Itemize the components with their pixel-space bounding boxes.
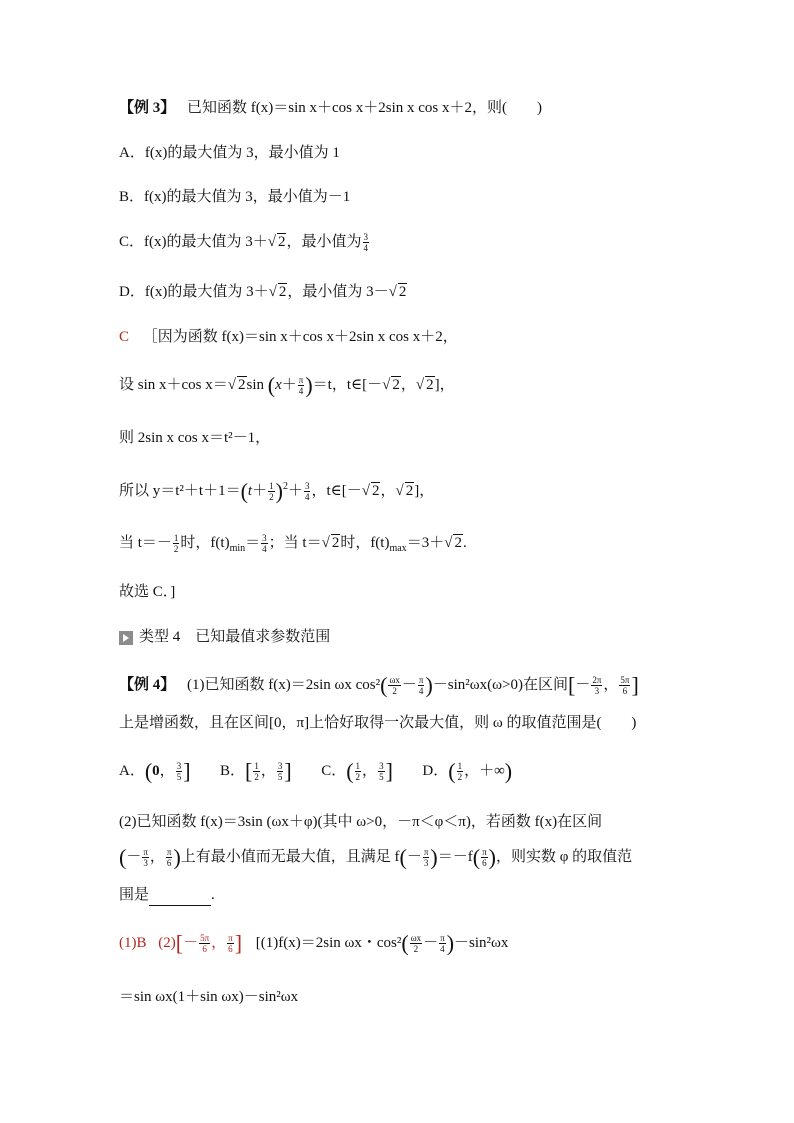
example-4-solution-line-2: ＝sin ωx(1＋sin ωx)－sin²ωx bbox=[119, 989, 299, 1005]
example-4-options: A．(0， $\frac{3}{5}$ ] B．[ $\frac{1}{2}$ ， $\frac{3}{5}$ ] C．( $\frac{1}{2}$ ， $\frac{3}{5}$ ] D．( $\frac{1}{2}$ ，＋∞) bbox=[119, 758, 513, 784]
answer-part-1: (1)B bbox=[119, 935, 147, 951]
solution-line-1: C ［因为函数 f(x)＝sin x＋cos x＋2sin x cos x＋2， bbox=[119, 329, 458, 345]
solution-line-6: 故选 C．] bbox=[119, 584, 176, 600]
example-4-part-1-line-2: 上是增函数，且在区间[0，π]上恰好取得一次最大值，则 ω 的取值范围是( ) bbox=[119, 715, 637, 731]
type-4-heading: 类型 4 已知最值求参数范围 bbox=[119, 626, 330, 648]
example-4-part-2-line-2: (－ $\frac{\pi}{3}$ ， $\frac{\pi}{6}$ )上有最小值而无最大值，且满足 f(－ $\frac{\pi}{3}$ )＝－f( $\frac{\pi}{6}$ )，则实数 φ 的取值范 bbox=[119, 844, 633, 870]
example-4-part-2-line-1: (2)已知函数 f(x)＝3sin (ωx＋φ)(其中 ω>0，－π＜φ＜π)，若函数 f(x)在区间 bbox=[119, 814, 603, 830]
answer-letter: C bbox=[119, 329, 130, 345]
example-4-answer-line: (1)B (2)[－ $\frac{5\pi}{6}$ ， $\frac{\pi}{6}$ ] [(1)f(x)＝2sin ωx・cos²( $\frac{\omega x}{2}$ － $\frac{\pi}{4}$ )－sin²ωx bbox=[119, 930, 509, 956]
example-3-question: 已知函数 f(x)＝sin x＋cos x＋2sin x cos x＋2，则( ) bbox=[187, 100, 542, 116]
solution-line-4: 所以 y＝t²＋t＋1＝(t＋ $\frac{1}{2}$ )$^2$＋ $\frac{3}{4}$ ，t∈[－√ 2，√ 2]， bbox=[119, 478, 435, 504]
play-triangle-icon bbox=[119, 631, 133, 645]
solution-line-5: 当 t＝－ $\frac{1}{2}$ 时，$f(t)_{min}=$ $\frac{3}{4}$ ；当 t＝√ 2时，$f(t)_{max}=3+√$ 2. bbox=[119, 533, 467, 555]
example-4-part-2-line-3: 围是 . bbox=[119, 884, 215, 906]
example-4-part-1-line-1: 【例 4】 (1)已知函数 f(x)＝2sin ωx cos²( $\frac{\omega x}{2}$ － $\frac{\pi}{4}$ )－sin²ωx(ω>0)在区间[－ $\frac{2\pi}{3}$ ， $\frac{5\pi}{6}$ ] bbox=[119, 672, 639, 698]
example-4-label: 【例 4】 bbox=[119, 677, 176, 693]
answer-part-2: (2)[－ $\frac{5\pi}{6}$ ， $\frac{\pi}{6}$ ] bbox=[158, 930, 243, 956]
solution-line-2: 设 sin x＋cos x＝√ 2sin (x＋ $\frac{\pi}{4}$ )＝t，t∈[－√ 2，√ 2]， bbox=[119, 372, 455, 398]
option-d: D．f(x)的最大值为 3＋√ 2，最小值为 3－√ 2 bbox=[119, 284, 407, 300]
option-c: C．f(x)的最大值为 3＋√ 2，最小值为 $\frac{3}{4}$ bbox=[119, 232, 368, 254]
solution-line-3: 则 2sin x cos x＝t²－1， bbox=[119, 430, 271, 446]
example-3-label: 【例 3】 bbox=[119, 100, 176, 116]
option-b: B．f(x)的最大值为 3，最小值为－1 bbox=[119, 189, 351, 205]
option-a: A．f(x)的最大值为 3，最小值为 1 bbox=[119, 145, 340, 161]
example-3-stem bbox=[119, 97, 542, 119]
answer-blank bbox=[149, 891, 211, 906]
